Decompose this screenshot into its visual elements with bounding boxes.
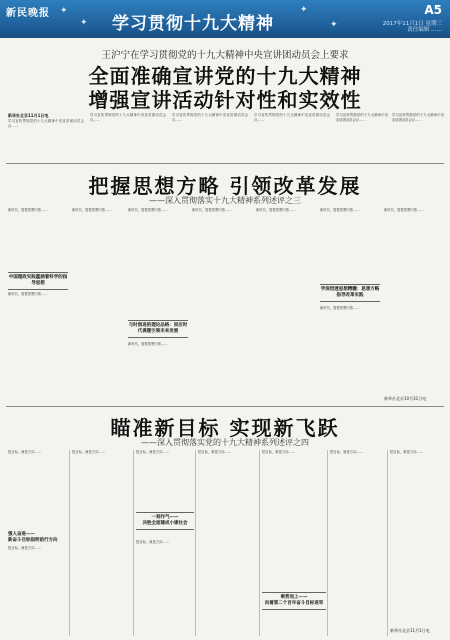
article1-col4: 学习宣传贯彻党的十九大精神中央宣讲团动员会议……: [254, 113, 330, 123]
article1-headline-line2: 增强宣讲活动针对性和实效性: [88, 88, 362, 112]
article2-end-note: 新华社北京10月31日电: [384, 396, 427, 401]
newspaper-logo: 新民晚报: [6, 8, 50, 19]
article3-col6: 把目标，就是方向……: [330, 450, 363, 454]
article1-col5: 学习宣传贯彻党的十九大精神中央宣讲团动员会议……: [336, 113, 388, 123]
article2-col6a: 新时代，需要思想引领……: [320, 208, 360, 212]
article2-subhead1: 中国理政实践蕴涵着科学的指导思想: [8, 275, 68, 286]
page-number: A5: [424, 3, 442, 17]
article2-col3b: 新时代，需要思想引领……: [128, 342, 168, 346]
article2-headline: 把握思想方略 引领改革发展: [88, 174, 362, 198]
article3-col5a: 把目标，就是方向……: [262, 450, 295, 454]
article3-box-title-line1: 一刻作气——: [151, 515, 179, 520]
article3-bottom-title-line1: 乘势而上——: [280, 595, 308, 600]
article3-col4: 把目标，就是方向……: [198, 450, 231, 454]
article3-subtitle: ——深入贯彻落实党的十九大精神系列述评之四: [141, 438, 309, 447]
column-separator: [387, 450, 388, 636]
article1-kicker: 王沪宁在学习贯彻党的十九大精神中央宣讲团动员会上要求: [101, 50, 349, 61]
issue-date: 2017年11月1日 星期三 责任编辑 ……: [382, 21, 442, 33]
article3-end-note: 新华社北京11月1日电: [390, 628, 430, 633]
dove-icon: ✦: [60, 6, 68, 16]
article2-col7: 新时代，需要思想引领……: [384, 208, 424, 212]
article2-col1b: 新时代，需要思想引领……: [8, 292, 48, 296]
column-separator: [195, 450, 196, 636]
article3-bottom-box: [262, 592, 326, 610]
article2-col6b: 新时代，需要思想引领……: [320, 306, 360, 310]
article3-box: [136, 512, 194, 530]
article2-subhead2-box: [128, 320, 188, 338]
article2-col3a: 新时代，需要思想引领……: [128, 208, 168, 212]
article3-col1a: 把目标，就是方向……: [8, 450, 41, 454]
article2-col1a: 新时代，需要思想引领……: [8, 208, 48, 212]
article3-col1b: 把目标，就是方向……: [8, 546, 41, 550]
article3-box-title-line2: 决胜全面建成小康社会: [142, 521, 188, 526]
column-separator: [69, 450, 70, 636]
dove-icon: ✦: [80, 18, 88, 28]
article1-col1: 学习宣传贯彻党的十九大精神中央宣讲团动员会议……: [8, 119, 84, 129]
section-divider: [6, 163, 444, 164]
article1-col6: 学习宣传贯彻党的十九大精神中央宣讲团动员会议……: [392, 113, 444, 123]
article2-subtitle: ——深入贯彻落实十九大精神系列述评之三: [149, 196, 301, 205]
article2-subhead3-box: [320, 284, 380, 302]
section-title: 学习贯彻十九大精神: [112, 14, 274, 34]
column-separator: [327, 450, 328, 636]
article2-col5: 新时代，需要思想引领……: [256, 208, 296, 212]
article3-col3b: 把目标，就是方向……: [136, 540, 169, 544]
article2-subhead1-box: [8, 272, 68, 290]
article3-col7: 把目标，就是方向……: [390, 450, 423, 454]
article1-col2: 学习宣传贯彻党的十九大精神中央宣讲团动员会议……: [90, 113, 166, 123]
article3-bottom-title-line2: 向着第二个百年奋斗目标进军: [264, 601, 324, 606]
dove-icon: ✦: [300, 5, 308, 15]
article3-subhead-left: 新奋斗目标指明前行方向: [8, 538, 58, 543]
article2-col2: 新时代，需要思想引领……: [72, 208, 112, 212]
article2-subhead3: 学深悟透思想精髓：思想方略指导改革实践: [320, 287, 380, 298]
masthead: [0, 0, 450, 38]
article3-headline: 瞄准新目标 实现新飞跃: [110, 416, 340, 440]
article3-col3a: 把目标，就是方向……: [136, 450, 169, 454]
article2-subhead2: 与时俱进的理论品格：回应时代课题引领未来发展: [128, 323, 188, 334]
column-separator: [133, 450, 134, 636]
article3-subhead-left-title: 强人奋进——: [8, 532, 35, 537]
column-separator: [259, 450, 260, 636]
article3-col2: 把目标，就是方向……: [72, 450, 105, 454]
article1-col3: 学习宣传贯彻党的十九大精神中央宣讲团动员会议……: [172, 113, 248, 123]
article2-col4: 新时代，需要思想引领……: [192, 208, 232, 212]
dove-icon: ✦: [330, 20, 338, 30]
article1-dateline: 新华社北京11月1日电: [8, 113, 49, 118]
article1-headline-line1: 全面准确宣讲党的十九大精神: [88, 64, 362, 88]
section-divider: [6, 406, 444, 407]
article3-subhead-left-block: [8, 532, 72, 544]
